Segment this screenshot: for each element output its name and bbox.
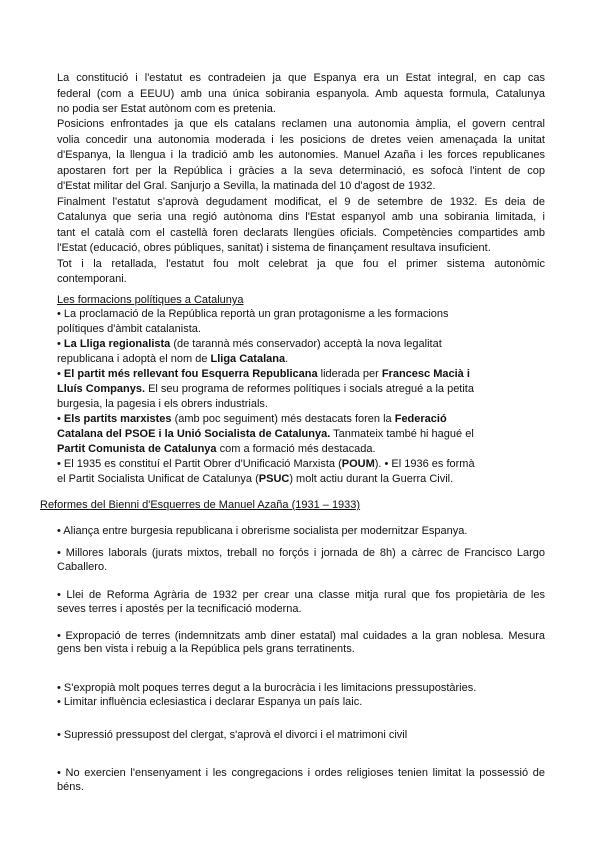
text: • xyxy=(57,413,64,425)
text-line xyxy=(57,87,545,101)
text: liderada per xyxy=(317,368,382,380)
text: ) molt actiu durant la Guerra Civil. xyxy=(289,473,454,485)
text-line xyxy=(57,195,545,209)
text-line xyxy=(57,546,545,560)
text-line xyxy=(57,322,545,336)
text: • Aliança entre burgesia republicana i obrerisme socialista per modernitzar Espanya. xyxy=(57,525,468,537)
bold-text: El partit més rellevant fou Esquerra Republicana xyxy=(63,368,318,380)
bold-text: Federació xyxy=(394,413,447,425)
section-heading xyxy=(57,293,545,307)
text: • El 1935 es constituí el Partit Obrer d'Unificació Marxista ( xyxy=(57,458,342,470)
text-line xyxy=(57,780,545,794)
text: ). • El 1936 es formà xyxy=(374,458,475,470)
text-line xyxy=(57,442,545,456)
text: apostaren fort per la República i gràcies a la seva determinació, es sofocà l'intent de cop xyxy=(57,165,545,177)
text-line xyxy=(57,766,545,780)
text-line xyxy=(57,226,545,240)
text: Tot i la retallada, l'estatut fou molt celebrat ja que fou el primer sistema autonòmic xyxy=(57,258,545,270)
text-line xyxy=(57,629,545,643)
text: La constitució i l'estatut es contradeien ja que Espanya era un Estat integral, en cap cas xyxy=(57,72,545,84)
text: Reformes del Bienni d'Esquerres de Manuel Azaña (1931 – 1933) xyxy=(40,499,361,511)
text-line xyxy=(57,241,545,255)
bold-text: Els partits marxistes xyxy=(63,413,172,425)
text-line xyxy=(57,695,545,709)
text-line xyxy=(57,560,545,574)
text: • xyxy=(57,368,64,380)
text-line xyxy=(57,164,545,178)
text-line xyxy=(57,257,545,271)
bold-text: PSUC xyxy=(258,473,290,485)
text: • Llei de Reforma Agrària de 1932 per crear una classe mitja rural que fos propietària de les xyxy=(57,589,545,601)
text: Catalunya que seria una regió autònoma dins l'Estat espanyol amb una sobirania limitada, i xyxy=(57,211,545,223)
text: republicana i adoptà el nom de xyxy=(57,353,211,365)
bold-text: Partit Comunista de Catalunya xyxy=(57,443,217,455)
text-line xyxy=(57,71,545,85)
text-line xyxy=(57,210,545,224)
text-line xyxy=(57,457,545,471)
text: polítiques d'àmbit catalanista. xyxy=(57,323,201,335)
text: Posicions enfrontades ja que els catalans reclamen una autonomia àmplia, el govern central xyxy=(57,118,545,130)
text: Tanmateix també hi hagué el xyxy=(330,428,474,440)
bold-text: La Lliga regionalista xyxy=(63,338,171,350)
text-line xyxy=(57,307,545,321)
text: gens ben vista i rebuig a la República pels grans terratinents. xyxy=(57,643,355,655)
text: volia concedir una autonomia moderada i les posicions de dretes veien amenaçada la unitat xyxy=(57,134,545,146)
text: Finalment l'estatut s'aprovà degudament modificat, el 9 de setembre de 1932. Es deia de xyxy=(57,196,545,208)
bold-text: Catalana del PSOE i la Unió Socialista de Catalunya. xyxy=(57,428,331,440)
text-line xyxy=(57,337,545,351)
text: federal (com a EEUU) amb una única sobirania espanyola. Amb aquesta formula, Catalunya xyxy=(57,88,545,100)
text: d'Estat militar del Gral. Sanjurjo a Sevilla, la matinada del 10 d'agost de 1932. xyxy=(57,180,436,192)
text-line xyxy=(57,117,545,131)
text: Caballero. xyxy=(57,561,108,573)
text-line xyxy=(57,367,545,381)
text: d'Espanya, la llengua i la tradició amb les autonomies. Manuel Azaña i les forces republicanes xyxy=(57,149,545,161)
text: el Partit Socialista Unificat de Catalunya ( xyxy=(57,473,259,485)
text: tant el català com el castellà foren declarats llengües oficials. Competències compartides amb xyxy=(57,227,545,239)
text-line xyxy=(57,412,545,426)
text: • La proclamació de la República reportà un gran protagonisme a les formacions xyxy=(57,308,449,320)
text: béns. xyxy=(57,781,84,793)
text-line xyxy=(57,427,545,441)
text: Les formacions polítiques a Catalunya xyxy=(57,294,244,306)
text: contemporani. xyxy=(57,273,127,285)
text: no podia ser Estat autònom com es pretenia. xyxy=(57,103,276,115)
text-line xyxy=(57,133,545,147)
bold-text: Francesc Macià i xyxy=(381,368,470,380)
text: (de tarannà més conservador) acceptà la nova legalitat xyxy=(170,338,442,350)
text-line xyxy=(57,179,545,193)
text-line xyxy=(57,382,545,396)
text-line xyxy=(57,272,545,286)
text: • Limitar influència eclesiastica i declarar Espanya un país laic. xyxy=(57,696,363,708)
text-line xyxy=(57,102,545,116)
text-line xyxy=(57,524,545,538)
text-line xyxy=(57,642,545,656)
text: • Expropació de terres (indemnitzats amb diner estatal) mal cuidades a la gran noblesa. Mesura xyxy=(57,630,545,642)
text: seves terres i apostés per la tecnificació moderna. xyxy=(57,603,302,615)
text-line xyxy=(57,397,545,411)
text: El seu programa de reformes polítiques i socials atregué a la petita xyxy=(145,383,474,395)
bold-text: POUM xyxy=(341,458,375,470)
text: • Millores laborals (jurats mixtos, treball no forçós i jornada de 8h) a càrrec de Francisco Largo xyxy=(57,547,545,559)
section-heading xyxy=(40,498,528,512)
text: • Supressió pressupost del clergat, s'aprovà el divorci i el matrimoni civil xyxy=(57,729,408,741)
text-line xyxy=(57,352,545,366)
bold-text: Lliga Catalana xyxy=(210,353,286,365)
text: (amb poc seguiment) més destacats foren la xyxy=(171,413,395,425)
text-line xyxy=(57,588,545,602)
text: • S'expropià molt poques terres degut a la burocràcia i les limitacions pressupostàries. xyxy=(57,682,477,694)
text: com a formació més destacada. xyxy=(216,443,376,455)
text-line xyxy=(57,681,545,695)
text: burgesia, la pagesia i els obrers industrials. xyxy=(57,398,268,410)
text: • No exercien l'ensenyament i les congregacions i ordes religioses tenien limitat la possessió de xyxy=(57,767,545,779)
text-line xyxy=(57,728,545,742)
text-line xyxy=(57,602,545,616)
bold-text: Lluís Companys. xyxy=(57,383,146,395)
text: l'Estat (educació, obres públiques, sanitat) i sistema de finançament resultava insuficient. xyxy=(57,242,491,254)
text-line xyxy=(57,472,545,486)
text: • xyxy=(57,338,64,350)
text-line xyxy=(57,148,545,162)
text: . xyxy=(285,353,289,365)
